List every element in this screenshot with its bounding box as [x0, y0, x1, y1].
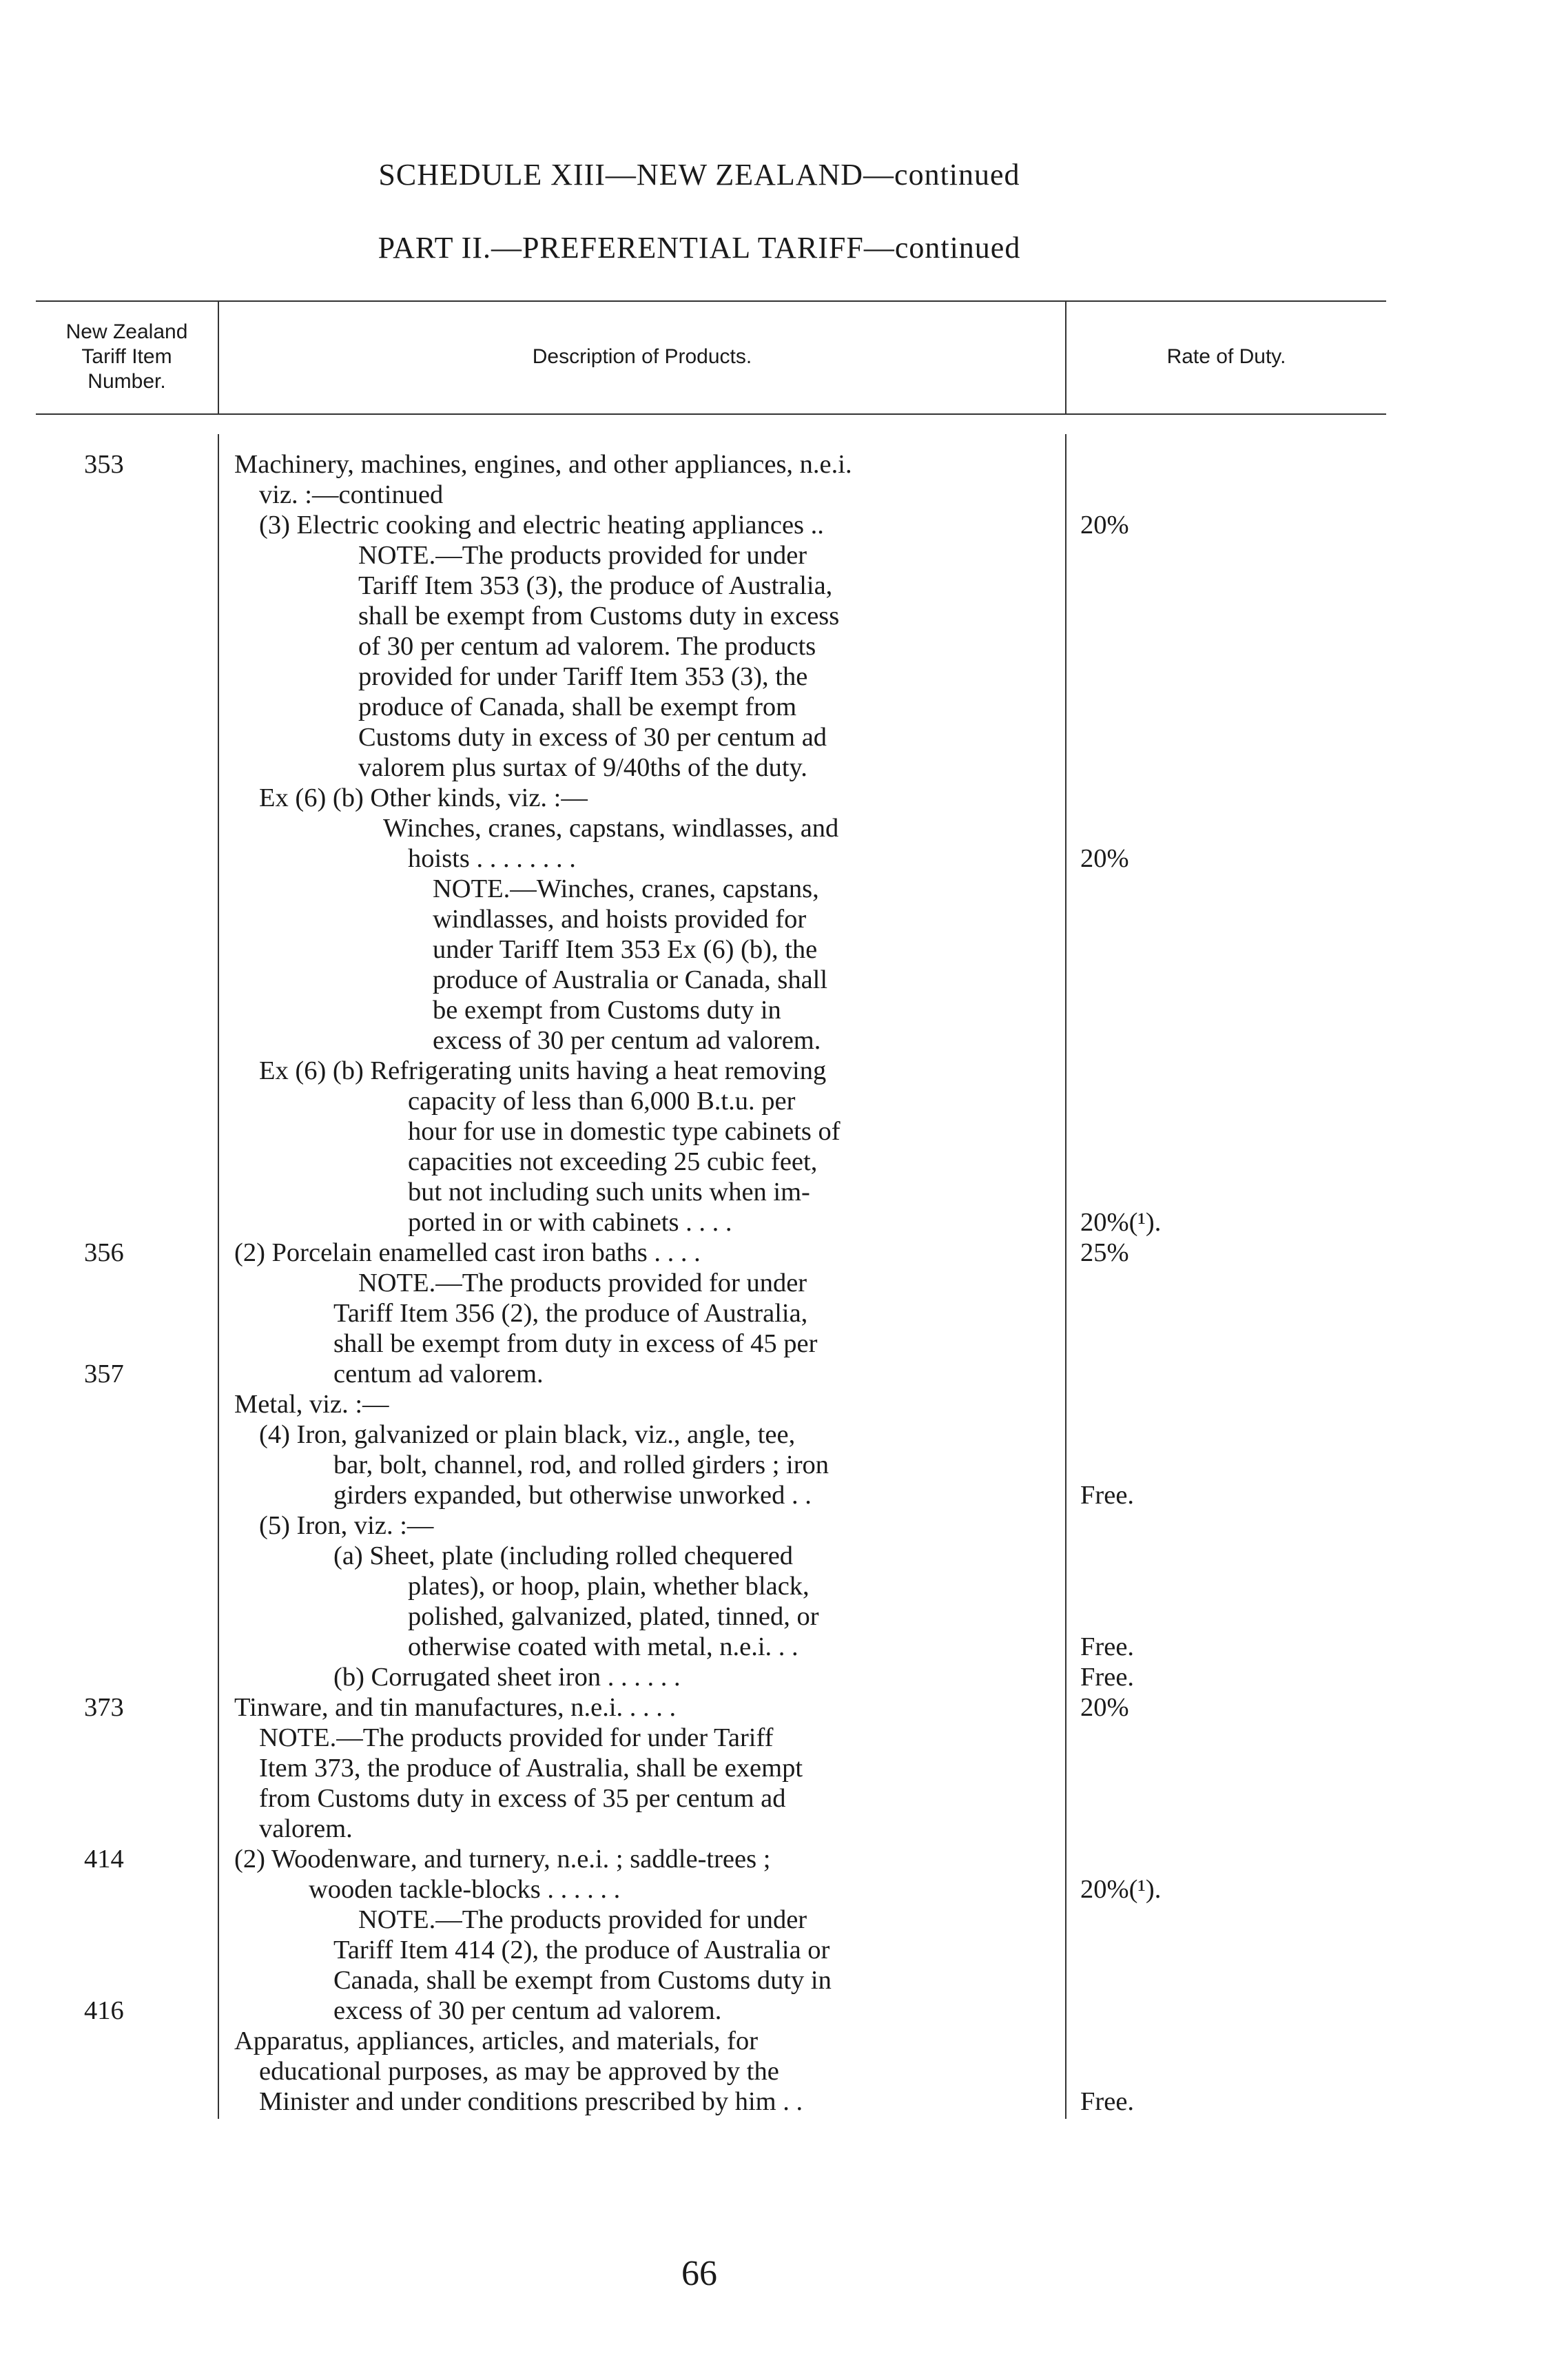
description-line: (b) Corrugated sheet iron . . . . . . — [333, 1663, 681, 1692]
description-line: girders expanded, but otherwise unworked . . — [333, 1481, 812, 1510]
description-line: NOTE.—The products provided for under — [358, 541, 807, 570]
description-line: otherwise coated with metal, n.e.i. . . — [408, 1632, 798, 1661]
description-line: Tariff Item 353 (3), the produce of Australia, — [358, 571, 833, 600]
description-line: bar, bolt, channel, rod, and rolled girders ; iron — [333, 1450, 829, 1479]
description-line: (2) Woodenware, and turnery, n.e.i. ; saddle-trees ; — [234, 1845, 771, 1874]
description-line: Apparatus, appliances, articles, and materials, for — [234, 2027, 759, 2055]
item-number: 353 — [84, 450, 124, 479]
description-line: capacity of less than 6,000 B.t.u. per — [408, 1087, 796, 1116]
rate-of-duty: Free. — [1080, 1481, 1135, 1510]
rate-of-duty: 20% — [1080, 844, 1129, 873]
description-line: polished, galvanized, plated, tinned, or — [408, 1602, 819, 1631]
rate-of-duty: Free. — [1080, 1663, 1135, 1692]
description-line: Metal, viz. :— — [234, 1390, 389, 1419]
rate-of-duty: 20%(¹). — [1080, 1875, 1162, 1904]
rate-of-duty: 20% — [1080, 511, 1129, 540]
column-header-item-number-line: Number. — [87, 370, 166, 393]
description-line: produce of Australia or Canada, shall — [433, 965, 828, 994]
description-line: excess of 30 per centum ad valorem. — [433, 1026, 821, 1055]
description-line: shall be exempt from duty in excess of 45 per — [333, 1329, 818, 1358]
description-line: Tinware, and tin manufactures, n.e.i. . . . . — [234, 1693, 677, 1722]
column-header-description: Description of Products. — [532, 345, 752, 368]
description-line: NOTE.—The products provided for under — [358, 1269, 807, 1297]
description-line: but not including such units when im- — [408, 1178, 810, 1207]
rate-of-duty: Free. — [1080, 1632, 1135, 1661]
description-line: Item 373, the produce of Australia, shall be exempt — [259, 1754, 803, 1783]
description-line: excess of 30 per centum ad valorem. — [333, 1996, 722, 2025]
item-number: 373 — [84, 1693, 124, 1722]
description-line: hour for use in domestic type cabinets of — [408, 1117, 841, 1146]
description-line: under Tariff Item 353 Ex (6) (b), the — [433, 935, 818, 964]
description-line: shall be exempt from Customs duty in excess — [358, 602, 840, 630]
description-line: wooden tackle-blocks . . . . . . — [309, 1875, 621, 1904]
description-line: from Customs duty in excess of 35 per centum ad — [259, 1784, 786, 1813]
description-line: NOTE.—Winches, cranes, capstans, — [433, 874, 819, 903]
description-line: Ex (6) (b) Other kinds, viz. :— — [259, 783, 588, 812]
page-number: 66 — [681, 2254, 717, 2293]
description-line: (4) Iron, galvanized or plain black, viz., angle, tee, — [259, 1420, 796, 1449]
header-bottom-rule — [36, 413, 1386, 415]
description-line: Tariff Item 356 (2), the produce of Australia, — [333, 1299, 808, 1328]
description-line: (2) Porcelain enamelled cast iron baths . . . . — [234, 1238, 701, 1267]
description-line: centum ad valorem. — [333, 1360, 544, 1388]
description-line: Minister and under conditions prescribed by him . . — [259, 2087, 803, 2116]
part-title: PART II.—PREFERENTIAL TARIFF—continued — [378, 231, 1021, 265]
description-line: ported in or with cabinets . . . . — [408, 1208, 732, 1237]
description-line: NOTE.—The products provided for under Tariff — [259, 1723, 774, 1752]
column-header-item-number-line: New Zealand — [65, 320, 188, 343]
description-line: Customs duty in excess of 30 per centum ad — [358, 723, 827, 752]
description-line: NOTE.—The products provided for under — [358, 1905, 807, 1934]
column-divider-body-1 — [218, 434, 219, 2119]
item-number: 356 — [84, 1238, 124, 1267]
item-number: 414 — [84, 1845, 124, 1874]
schedule-title: SCHEDULE XIII—NEW ZEALAND—continued — [378, 158, 1020, 192]
description-line: educational purposes, as may be approved by the — [259, 2057, 779, 2086]
description-line: windlasses, and hoists provided for — [433, 905, 807, 934]
column-divider-body-2 — [1065, 434, 1066, 2119]
description-line: plates), or hoop, plain, whether black, — [408, 1572, 810, 1601]
description-line: hoists . . . . . . . . — [408, 844, 576, 873]
description-line: provided for under Tariff Item 353 (3), the — [358, 662, 808, 691]
rate-of-duty: 20%(¹). — [1080, 1208, 1162, 1237]
item-number: 357 — [84, 1360, 124, 1388]
description-line: (3) Electric cooking and electric heating appliances .. — [259, 511, 824, 540]
table-top-rule — [36, 300, 1386, 302]
column-header-rate: Rate of Duty. — [1166, 345, 1286, 368]
description-line: be exempt from Customs duty in — [433, 996, 781, 1025]
description-line: of 30 per centum ad valorem. The products — [358, 632, 816, 661]
description-line: Tariff Item 414 (2), the produce of Australia or — [333, 1936, 830, 1964]
item-number: 416 — [84, 1996, 124, 2025]
description-line: Machinery, machines, engines, and other appliances, n.e.i. — [234, 450, 852, 479]
description-line: Canada, shall be exempt from Customs duty in — [333, 1966, 832, 1995]
description-line: valorem. — [259, 1814, 353, 1843]
description-line: produce of Canada, shall be exempt from — [358, 693, 797, 721]
description-line: capacities not exceeding 25 cubic feet, — [408, 1147, 818, 1176]
description-line: (5) Iron, viz. :— — [259, 1511, 434, 1540]
rate-of-duty: Free. — [1080, 2087, 1135, 2116]
rate-of-duty: 25% — [1080, 1238, 1129, 1267]
column-header-item-number-line: Tariff Item — [81, 345, 172, 368]
description-line: valorem plus surtax of 9/40ths of the duty. — [358, 753, 807, 782]
description-line: viz. :—continued — [259, 480, 444, 509]
description-line: Ex (6) (b) Refrigerating units having a heat removing — [259, 1056, 827, 1085]
column-header-item-number — [36, 320, 218, 394]
description-line: Winches, cranes, capstans, windlasses, and — [383, 814, 839, 843]
rate-of-duty: 20% — [1080, 1693, 1129, 1722]
description-line: (a) Sheet, plate (including rolled chequered — [333, 1541, 794, 1570]
